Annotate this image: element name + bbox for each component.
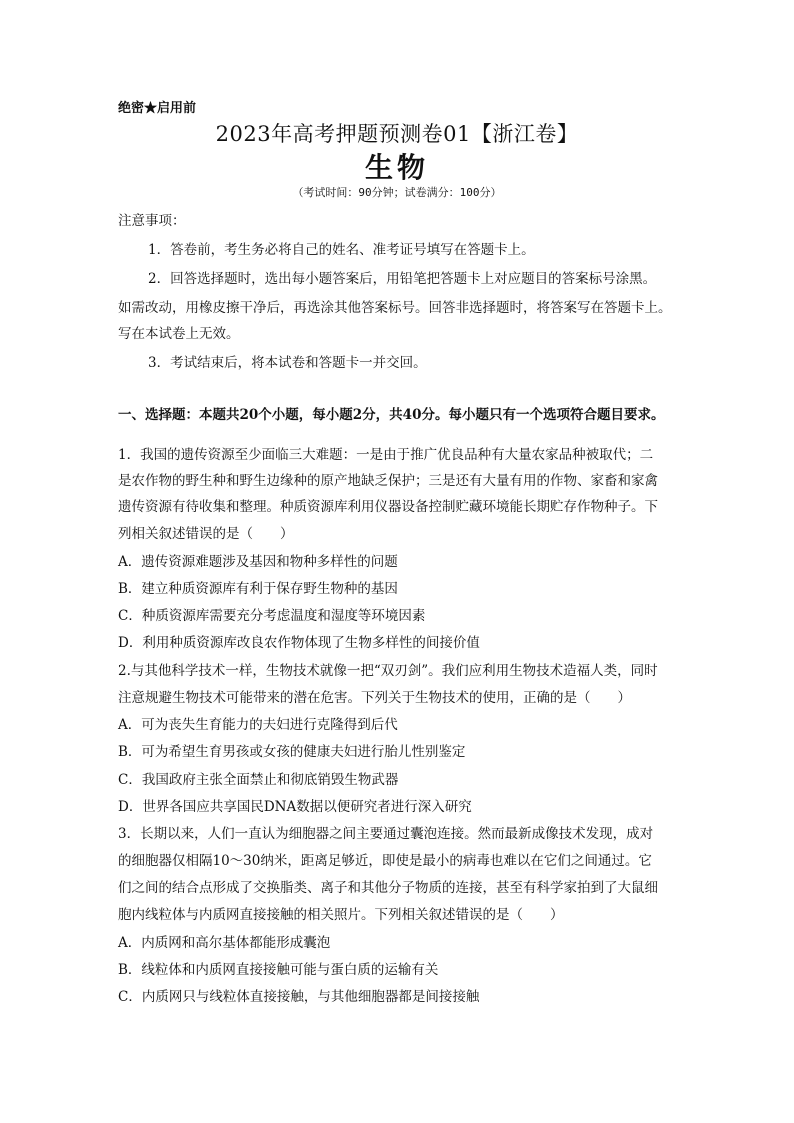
- question-3-option-c: C．内质网只与线粒体直接接触，与其他细胞器都是间接接触: [118, 989, 480, 1005]
- question-3-line: 的细胞器仅相隔10～30纳米，距离足够近，即使是最小的病毒也难以在它们之间通过。它: [118, 853, 652, 869]
- question-3-option-a: A．内质网和高尔基体都能形成囊泡: [118, 935, 331, 951]
- question-1-option-a: A．遗传资源难题涉及基因和物种多样性的问题: [118, 554, 398, 570]
- subject-title: 生物: [364, 151, 429, 184]
- question-1-line: 是农作物的野生种和野生边缘种的原产地缺乏保护；三是还有大量有用的作物、家畜和家禽: [118, 473, 658, 489]
- section-heading: 一、选择题：本题共20个小题，每小题2分，共40分。每小题只有一个选项符合题目要求。: [118, 407, 665, 423]
- question-1-line: 遗传资源有待收集和整理。种质资源库利用仪器设备控制贮藏环境能长期贮存作物种子。下: [118, 499, 658, 515]
- question-3-line: 胞内线粒体与内质网直接接触的相关照片。下列相关叙述错误的是（ ）: [118, 907, 564, 923]
- question-1-line: 1．我国的遗传资源至少面临三大难题：一是由于推广优良品种有大量农家品种被取代；二: [118, 447, 654, 463]
- secret-label: 绝密★启用前: [118, 101, 197, 116]
- note-item-3: 3．考试结束后，将本试卷和答题卡一并交回。: [148, 355, 427, 371]
- question-2-option-a: A．可为丧失生育能力的夫妇进行克隆得到后代: [118, 717, 398, 733]
- question-1-option-c: C．种质资源库需要充分考虑温度和湿度等环境因素: [118, 608, 426, 624]
- exam-title: 2023年高考押题预测卷01【浙江卷】: [215, 122, 579, 146]
- note-item-1: 1．答卷前，考生务必将自己的姓名、准考证号填写在答题卡上。: [148, 242, 535, 258]
- question-3-line: 3．长期以来，人们一直认为细胞器之间主要通过囊泡连接。然而最新成像技术发现，成对: [118, 826, 654, 842]
- question-1-option-b: B．建立种质资源库有利于保存野生物种的基因: [118, 581, 398, 597]
- question-1-line: 列相关叙述错误的是（ ）: [118, 526, 294, 542]
- note-item-2-cont: 如需改动，用橡皮擦干净后，再选涂其他答案标号。回答非选择题时，将答案写在答题卡上。: [118, 300, 672, 316]
- question-3-line: 们之间的结合点形成了交换脂类、离子和其他分子物质的连接，甚至有科学家拍到了大鼠细: [118, 880, 658, 896]
- question-2-option-c: C．我国政府主张全面禁止和彻底销毁生物武器: [118, 772, 399, 788]
- question-2-option-b: B．可为希望生育男孩或女孩的健康夫妇进行胎儿性别鉴定: [118, 744, 466, 760]
- exam-info: （考试时间：90分钟；试卷满分：100分）: [292, 186, 502, 199]
- question-3-option-b: B．线粒体和内质网直接接触可能与蛋白质的运输有关: [118, 962, 439, 978]
- note-item-2-cont: 写在本试卷上无效。: [118, 326, 240, 342]
- question-2-option-d: D．世界各国应共享国民DNA数据以便研究者进行深入研究: [118, 799, 472, 815]
- question-2-line: 2.与其他科学技术一样，生物技术就像一把“双刃剑”。我们应利用生物技术造福人类，同时: [118, 663, 658, 679]
- question-2-line: 注意规避生物技术可能带来的潜在危害。下列关于生物技术的使用，正确的是（ ）: [118, 690, 631, 706]
- note-item-2: 2．回答选择题时，选出每小题答案后，用铅笔把答题卡上对应题目的答案标号涂黑。: [148, 271, 657, 287]
- question-1-option-d: D．利用种质资源库改良农作物体现了生物多样性的间接价值: [118, 635, 480, 651]
- notes-label: 注意事项：: [118, 213, 186, 229]
